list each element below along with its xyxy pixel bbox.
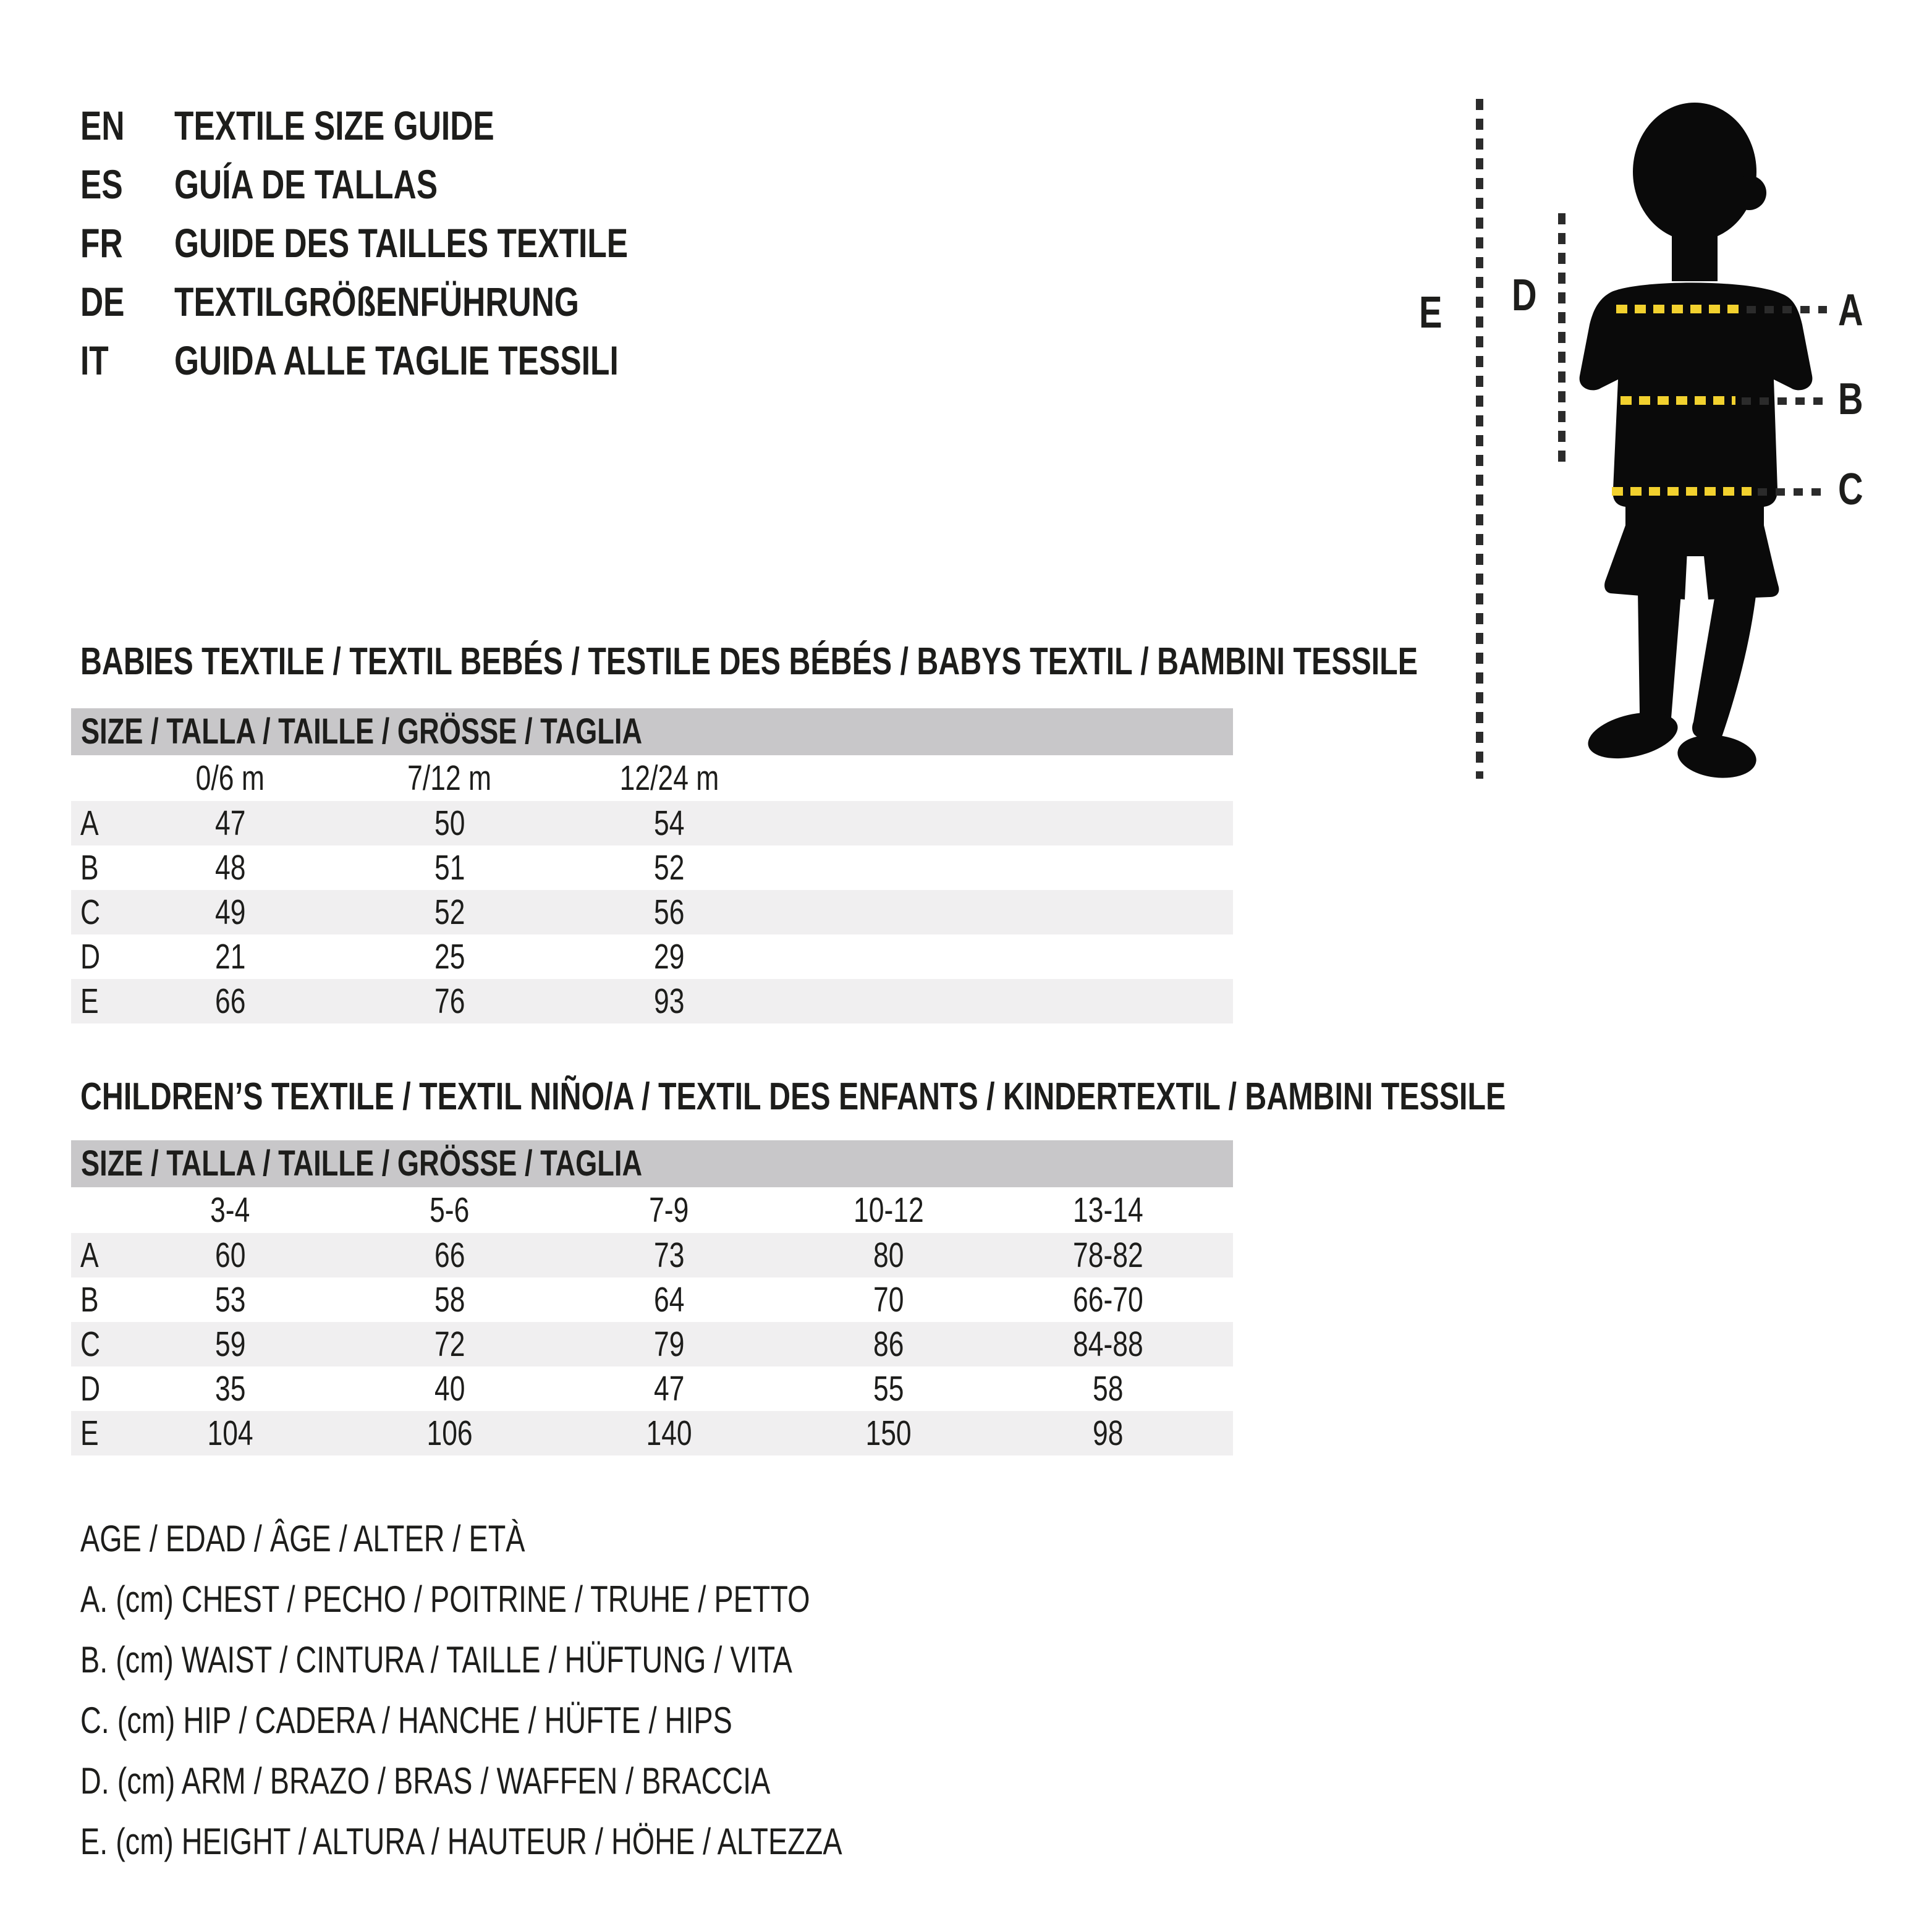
table-cell — [998, 1413, 1218, 1454]
table-cell-text: 104 — [207, 1413, 253, 1453]
language-code-text: EN — [80, 103, 125, 148]
marker-label-b — [1838, 377, 1870, 422]
legend-line-text: C. (cm) HIP / CADERA / HANCHE / HÜFTE / HIPS — [80, 1700, 732, 1741]
row-label-cell — [71, 1413, 121, 1454]
column-header-cell — [340, 758, 559, 799]
table-cell — [779, 1413, 998, 1454]
column-header-cell — [559, 758, 779, 799]
column-header-row — [71, 1187, 1233, 1233]
measurement-legend — [80, 1517, 1057, 1881]
table-cell-text: 64 — [653, 1280, 685, 1320]
row-label-text: E — [80, 1413, 99, 1453]
column-header-cell — [121, 1190, 340, 1231]
row-label-cell — [71, 892, 121, 933]
size-header-text: SIZE / TALLA / TAILLE / GRÖSSE / TAGLIA — [81, 1143, 643, 1184]
row-label-cell — [71, 981, 121, 1022]
table-row — [71, 801, 1233, 845]
legend-line — [80, 1638, 1057, 1699]
table-cell — [779, 1235, 998, 1276]
table-row — [71, 934, 1233, 979]
table-row — [71, 1322, 1233, 1366]
row-label-cell — [71, 1324, 121, 1365]
legend-line-text: D. (cm) ARM / BRAZO / BRAS / WAFFEN / BRACCIA — [80, 1760, 771, 1802]
table-cell — [559, 803, 779, 844]
column-header-text: 3-4 — [210, 1190, 250, 1230]
table-row — [71, 1277, 1233, 1322]
table-cell — [559, 847, 779, 888]
table-cell — [340, 1413, 559, 1454]
table-cell-text: 98 — [1092, 1413, 1124, 1453]
row-label-cell — [71, 847, 121, 888]
table-cell — [121, 892, 340, 933]
table-cell-text: 50 — [434, 803, 465, 843]
size-header-bar — [71, 708, 1233, 755]
table-cell — [340, 936, 559, 977]
table-cell — [559, 1368, 779, 1409]
column-header-text: 7-9 — [649, 1190, 689, 1230]
table-cell-text: 66 — [434, 1235, 465, 1275]
babies-section-heading — [80, 640, 1795, 683]
table-cell-text: 58 — [434, 1280, 465, 1320]
marker-a-text: A — [1838, 286, 1863, 335]
table-cell — [340, 1279, 559, 1320]
hip-measure-line-c-dark — [1758, 488, 1827, 496]
marker-label-a — [1838, 288, 1870, 333]
legend-line-text: E. (cm) HEIGHT / ALTURA / HAUTEUR / HÖHE / ALTEZZA — [80, 1821, 842, 1862]
table-cell — [121, 847, 340, 888]
marker-label-d — [1512, 273, 1544, 318]
table-cell-text: 51 — [434, 848, 465, 888]
language-title-text: GUIDE DES TAILLES TEXTILE — [174, 220, 629, 266]
table-cell — [998, 1279, 1218, 1320]
table-cell-text: 52 — [434, 892, 465, 932]
table-cell-text: 21 — [214, 937, 246, 977]
table-cell-text: 80 — [873, 1235, 904, 1275]
table-row — [71, 1366, 1233, 1411]
marker-label-c — [1838, 467, 1870, 512]
language-title-text: TEXTILGRÖßENFÜHRUNG — [174, 279, 579, 324]
chest-measure-line-a-yellow — [1616, 305, 1740, 313]
table-row — [71, 845, 1233, 890]
table-cell-text: 52 — [653, 848, 685, 888]
babies-size-table — [71, 708, 1233, 1023]
table-cell — [559, 936, 779, 977]
table-cell-text: 93 — [653, 981, 685, 1021]
language-code-text: DE — [80, 279, 125, 324]
waist-measure-line-b-yellow — [1621, 396, 1735, 405]
legend-line — [80, 1578, 1057, 1638]
table-cell — [340, 803, 559, 844]
table-cell — [998, 1368, 1218, 1409]
babies-heading-text: BABIES TEXTILE / TEXTIL BEBÉS / TESTILE DES BÉBÉS / BABYS TEXTIL / BAMBINI TESSILE — [80, 640, 1418, 683]
waist-measure-line-b-dark — [1742, 397, 1827, 405]
column-header-cell — [121, 758, 340, 799]
table-cell — [559, 892, 779, 933]
row-label-cell — [71, 803, 121, 844]
table-cell — [121, 981, 340, 1022]
row-label-cell — [71, 1235, 121, 1276]
table-cell — [121, 1235, 340, 1276]
column-header-text: 0/6 m — [195, 758, 265, 798]
table-cell-text: 72 — [434, 1324, 465, 1364]
column-header-text: 10-12 — [853, 1190, 924, 1230]
table-cell — [121, 1368, 340, 1409]
table-row — [71, 1233, 1233, 1277]
table-cell — [340, 847, 559, 888]
children-heading-text: CHILDREN’S TEXTILE / TEXTIL NIÑO/A / TEXTIL DES ENFANTS / KINDERTEXTIL / BAMBINI TESSILE — [80, 1075, 1506, 1118]
table-cell — [559, 981, 779, 1022]
legend-line-text: A. (cm) CHEST / PECHO / POITRINE / TRUHE / PETTO — [80, 1578, 810, 1620]
row-label-text: C — [80, 892, 101, 932]
table-cell-text: 76 — [434, 981, 465, 1021]
arm-measure-line-d — [1558, 213, 1566, 467]
size-header-text: SIZE / TALLA / TAILLE / GRÖSSE / TAGLIA — [81, 711, 643, 752]
row-label-text: E — [80, 981, 99, 1021]
language-code-text: FR — [80, 220, 123, 266]
row-label-text: D — [80, 1369, 101, 1409]
language-code-text: IT — [80, 337, 109, 383]
legend-line — [80, 1699, 1057, 1760]
marker-b-text: B — [1838, 375, 1863, 424]
table-cell-text: 54 — [653, 803, 685, 843]
table-cell — [998, 1324, 1218, 1365]
table-cell — [121, 1279, 340, 1320]
row-label-cell — [71, 1279, 121, 1320]
column-header-cell — [779, 1190, 998, 1231]
legend-line-text: AGE / EDAD / ÂGE / ALTER / ETÀ — [80, 1518, 525, 1559]
table-cell-text: 60 — [214, 1235, 246, 1275]
marker-c-text: C — [1838, 465, 1863, 514]
table-cell-text: 35 — [214, 1369, 246, 1409]
children-size-table — [71, 1140, 1233, 1455]
language-title-text: TEXTILE SIZE GUIDE — [174, 103, 494, 148]
legend-line — [80, 1517, 1057, 1578]
table-cell-text: 53 — [214, 1280, 246, 1320]
language-code-text: ES — [80, 161, 123, 207]
size-header-bar — [71, 1140, 1233, 1187]
table-cell — [998, 1235, 1218, 1276]
marker-e-text: E — [1419, 288, 1443, 337]
table-cell-text: 56 — [653, 892, 685, 932]
column-header-row — [71, 755, 1233, 801]
column-header-text: 5-6 — [430, 1190, 470, 1230]
table-cell — [559, 1413, 779, 1454]
table-cell — [779, 1368, 998, 1409]
row-label-text: B — [80, 848, 99, 888]
row-label-cell — [71, 936, 121, 977]
row-label-text: D — [80, 937, 101, 977]
column-header-cell — [559, 1190, 779, 1231]
column-header-text: 7/12 m — [407, 758, 492, 798]
table-cell — [340, 892, 559, 933]
table-cell-text: 73 — [653, 1235, 685, 1275]
column-header-cell — [998, 1190, 1218, 1231]
table-cell — [559, 1279, 779, 1320]
table-cell-text: 84-88 — [1072, 1324, 1143, 1364]
table-row — [71, 1411, 1233, 1455]
marker-d-text: D — [1512, 271, 1537, 320]
table-cell — [340, 1235, 559, 1276]
legend-line — [80, 1820, 1057, 1881]
row-label-text: B — [80, 1280, 99, 1320]
table-cell — [121, 936, 340, 977]
chest-measure-line-a-dark — [1747, 306, 1827, 313]
table-cell — [779, 1279, 998, 1320]
children-section-heading — [80, 1075, 1908, 1118]
table-cell-text: 66 — [214, 981, 246, 1021]
legend-line-text: B. (cm) WAIST / CINTURA / TAILLE / HÜFTUNG / VITA — [80, 1639, 792, 1680]
table-cell — [559, 1235, 779, 1276]
table-cell — [121, 1324, 340, 1365]
hip-measure-line-c-yellow — [1612, 487, 1752, 496]
column-header-text: 12/24 m — [619, 758, 719, 798]
table-cell — [340, 1368, 559, 1409]
child-silhouette — [1533, 99, 1879, 791]
language-title-text: GUÍA DE TALLAS — [174, 161, 438, 207]
row-label-text: A — [80, 803, 99, 843]
table-cell-text: 78-82 — [1072, 1235, 1143, 1275]
language-title-text: GUIDA ALLE TAGLIE TESSILI — [174, 337, 619, 383]
column-header-cell — [340, 1190, 559, 1231]
table-cell-text: 86 — [873, 1324, 904, 1364]
row-label-text: C — [80, 1324, 101, 1364]
table-cell-text: 79 — [653, 1324, 685, 1364]
table-row — [71, 890, 1233, 934]
table-cell-text: 66-70 — [1072, 1280, 1143, 1320]
table-cell — [121, 1413, 340, 1454]
table-cell — [779, 1324, 998, 1365]
table-cell-text: 58 — [1092, 1369, 1124, 1409]
table-cell-text: 29 — [653, 937, 685, 977]
table-cell-text: 49 — [214, 892, 246, 932]
table-cell-text: 25 — [434, 937, 465, 977]
table-cell-text: 140 — [646, 1413, 692, 1453]
column-header-text: 13-14 — [1072, 1190, 1143, 1230]
table-cell-text: 59 — [214, 1324, 246, 1364]
table-cell — [121, 803, 340, 844]
table-cell — [340, 981, 559, 1022]
table-row — [71, 979, 1233, 1023]
table-cell-text: 47 — [653, 1369, 685, 1409]
legend-line — [80, 1760, 1057, 1820]
table-cell-text: 150 — [865, 1413, 912, 1453]
table-cell-text: 48 — [214, 848, 246, 888]
table-cell-text: 55 — [873, 1369, 904, 1409]
row-label-text: A — [80, 1235, 99, 1275]
marker-label-e — [1419, 290, 1449, 335]
table-cell-text: 106 — [426, 1413, 473, 1453]
table-cell — [340, 1324, 559, 1365]
table-cell-text: 40 — [434, 1369, 465, 1409]
row-label-cell — [71, 1368, 121, 1409]
table-cell-text: 47 — [214, 803, 246, 843]
table-cell-text: 70 — [873, 1280, 904, 1320]
table-cell — [559, 1324, 779, 1365]
